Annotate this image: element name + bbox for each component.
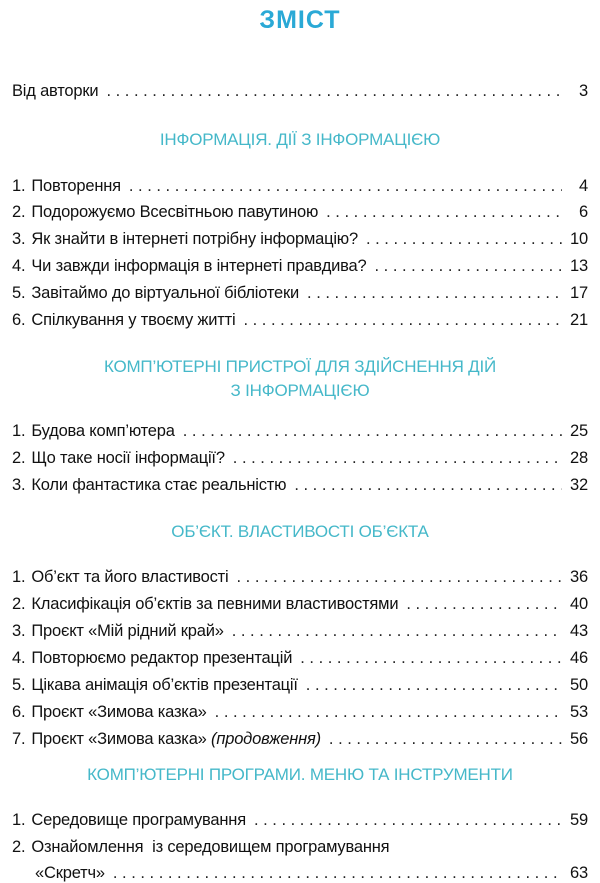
entry-page: 3 [579, 82, 588, 100]
entry-label: Що таке носії інформації? [31, 449, 225, 467]
entry-number: 5. [12, 676, 26, 694]
entry-number: 5. [12, 284, 26, 302]
toc-entry[interactable] [12, 809, 588, 831]
entry-label: Проєкт «Мій рідний край» [31, 622, 224, 640]
entry-page: 25 [570, 422, 588, 440]
entry-label: Будова комп’ютера [31, 422, 175, 440]
toc-entry[interactable] [12, 674, 588, 696]
section-heading-computer-programs [0, 763, 600, 787]
leader-dots [300, 647, 562, 669]
entry-number: 2. [12, 449, 26, 467]
entry-label: Від авторки [12, 82, 99, 100]
entry-number: 1. [12, 422, 26, 440]
toc-entry[interactable] [12, 282, 588, 304]
entry-page: 21 [570, 311, 588, 329]
leader-dots [329, 728, 562, 750]
entry-label: Повторення [31, 177, 121, 195]
toc-entry[interactable] [12, 420, 588, 442]
entry-number: 4. [12, 649, 26, 667]
leader-dots [366, 228, 562, 250]
entry-page: 32 [570, 476, 588, 494]
toc-entry[interactable] [12, 474, 588, 496]
entry-label-continuation: «Скретч» [35, 864, 105, 882]
entry-label: Проєкт «Зимова казка» [31, 703, 207, 721]
toc-entry-first-line[interactable] [12, 836, 389, 858]
toc-entry[interactable] [12, 620, 588, 642]
leader-dots [307, 282, 562, 304]
toc-entry[interactable] [12, 447, 588, 469]
heading-line: КОМП’ЮТЕРНІ ПРИСТРОЇ ДЛЯ ЗДІЙСНЕННЯ ДІЙ [103, 357, 497, 376]
toc-entry[interactable] [12, 201, 588, 223]
toc-entry[interactable] [12, 309, 588, 331]
entry-label: Чи завжди інформація в інтернеті правдива? [31, 257, 367, 275]
toc-entry[interactable] [12, 228, 588, 250]
entry-label [31, 728, 321, 750]
entry-label: Коли фантастика стає реальністю [31, 476, 287, 494]
entry-number: 7. [12, 730, 26, 748]
entry-label: Повторюємо редактор презентацій [31, 649, 293, 667]
toc-entry[interactable] [12, 175, 588, 197]
entry-number: 2. [12, 838, 26, 856]
entry-page: 36 [570, 568, 588, 586]
leader-dots [215, 701, 562, 723]
heading-line: ОБ’ЄКТ. ВЛАСТИВОСТІ ОБ’ЄКТА [171, 522, 429, 541]
entry-page: 63 [570, 864, 588, 882]
entry-page: 40 [570, 595, 588, 613]
entry-number: 1. [12, 177, 26, 195]
entry-label: Класифікація об’єктів за певними властивостями [31, 595, 399, 613]
leader-dots [374, 255, 562, 277]
entry-page: 13 [570, 257, 588, 275]
leader-dots [233, 447, 562, 469]
heading-line: З ІНФОРМАЦІЄЮ [230, 381, 370, 400]
entry-label: Середовище програмування [31, 811, 246, 829]
toc-entry[interactable] [12, 593, 588, 615]
entry-page: 56 [570, 730, 588, 748]
leader-dots [113, 862, 562, 883]
leader-dots [326, 201, 562, 223]
entry-page: 6 [579, 203, 588, 221]
entry-number: 2. [12, 595, 26, 613]
entry-label: Подорожуємо Всесвітньою павутиною [31, 203, 319, 221]
leader-dots [106, 80, 562, 102]
entry-number: 1. [12, 811, 26, 829]
leader-dots [294, 474, 562, 496]
entry-page: 46 [570, 649, 588, 667]
entry-number: 3. [12, 476, 26, 494]
entry-page: 10 [570, 230, 588, 248]
section-heading-computer-devices [0, 355, 600, 403]
entry-label-main: Проєкт «Зимова казка» [31, 730, 207, 748]
entry-page: 28 [570, 449, 588, 467]
leader-dots [306, 674, 562, 696]
section-heading-object-properties [0, 520, 600, 544]
leader-dots [236, 566, 562, 588]
heading-line: ІНФОРМАЦІЯ. ДІЇ З ІНФОРМАЦІЄЮ [159, 130, 441, 149]
entry-label: Цікава анімація об’єктів презентації [31, 676, 298, 694]
entry-number: 1. [12, 568, 26, 586]
toc-entry[interactable] [12, 728, 588, 750]
toc-entry[interactable] [12, 647, 588, 669]
entry-label-italic: (продовження) [211, 730, 321, 748]
leader-dots [254, 809, 562, 831]
leader-dots [183, 420, 562, 442]
entry-label: Як знайти в інтернеті потрібну інформацію? [31, 230, 358, 248]
entry-number: 3. [12, 622, 26, 640]
page-title: ЗМІСТ [259, 6, 341, 34]
toc-entry[interactable] [12, 566, 588, 588]
entry-number: 2. [12, 203, 26, 221]
entry-page: 53 [570, 703, 588, 721]
heading-line: КОМП’ЮТЕРНІ ПРОГРАМИ. МЕНЮ ТА ІНСТРУМЕНТИ [87, 765, 513, 784]
entry-page: 43 [570, 622, 588, 640]
entry-label: Спілкування у твоєму житті [31, 311, 236, 329]
entry-number: 4. [12, 257, 26, 275]
leader-dots [129, 175, 562, 197]
entry-page: 50 [570, 676, 588, 694]
toc-entry-continuation[interactable] [35, 862, 588, 883]
toc-entry-intro[interactable] [12, 80, 588, 102]
entry-number: 3. [12, 230, 26, 248]
entry-number: 6. [12, 311, 26, 329]
entry-number: 6. [12, 703, 26, 721]
entry-page: 17 [570, 284, 588, 302]
leader-dots [406, 593, 562, 615]
leader-dots [232, 620, 562, 642]
entry-label: Об’єкт та його властивості [31, 568, 229, 586]
entry-label: Завітаймо до віртуальної бібліотеки [31, 284, 300, 302]
entry-label: Ознайомлення із середовищем програмування [31, 838, 390, 856]
leader-dots [243, 309, 562, 331]
section-heading-information [0, 128, 600, 152]
entry-page: 4 [579, 177, 588, 195]
entry-page: 59 [570, 811, 588, 829]
toc-entry[interactable] [12, 701, 588, 723]
toc-entry[interactable] [12, 255, 588, 277]
